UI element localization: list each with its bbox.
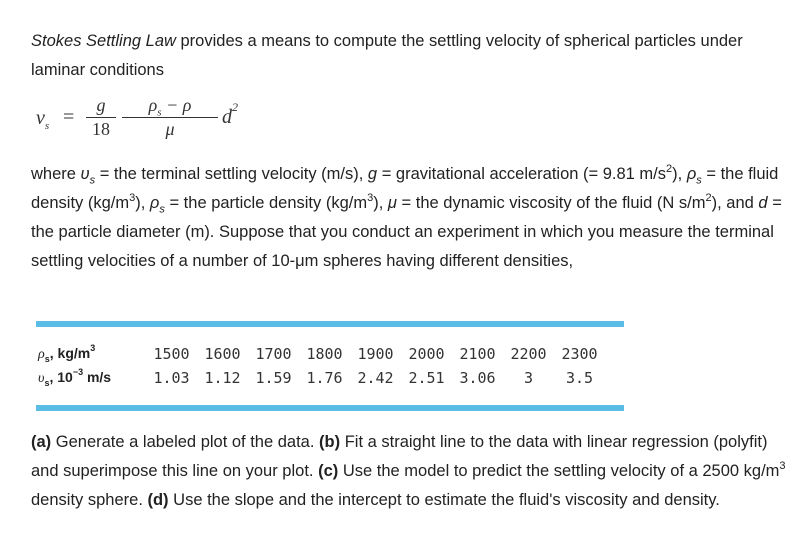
density-cell: 2000: [408, 345, 445, 363]
table-top-rule: [36, 321, 624, 327]
fraction-density-over-viscosity: [122, 95, 218, 140]
intro-text: provides a means to compute the settling velocity of spherical particles under laminar conditions: [31, 32, 743, 79]
velocity-cell: 3: [523, 369, 534, 387]
density-cell: 2300: [561, 345, 598, 363]
data-table-grid: [36, 342, 605, 390]
intro-paragraph: [31, 27, 791, 85]
fraction-bar: [86, 117, 116, 118]
tasks-paragraph: (a) Generate a labeled plot of the data. (b) Fit a straight line to the data with linear regression (polyfit) and superimpose this line on your plot. (c) Use the model to predict the settling velocity of a 2500 $kg/m^3$ density sphere. (d) Use the slope and the intercept to estimate the fluid's viscosity and density.: [31, 433, 786, 509]
velocity-cell: 2.42: [357, 369, 394, 387]
equation-equals: =: [63, 106, 75, 128]
data-table: [36, 321, 624, 411]
density-cell: 1900: [357, 345, 394, 363]
equation-lhs: $v_s$: [36, 107, 50, 132]
velocity-cell: 1.03: [153, 369, 190, 387]
row-label-velocity: $\upsilon_s$, $10^{-3}$ m/s: [38, 367, 112, 388]
fraction-g-over-18: [86, 95, 116, 140]
density-cell: 2100: [459, 345, 496, 363]
velocity-cell: 1.12: [204, 369, 241, 387]
equation-d-squared: $d^2$: [222, 100, 238, 128]
velocity-cell: 3.5: [565, 369, 594, 387]
task-d-label: (d): [147, 491, 169, 509]
definitions-paragraph: where $\upsilon_s$ = the terminal settling velocity (m/s), g = gravitational acceleration (= 9.81 $m/s^2$), $\rho_s$ = the fluid density $(kg/m^3)$, $\rho_s$ = the particle density $(kg/m^3)$, μ = the dynamic viscosity of the fluid (N $s/m^2$), and d = the particle diameter (m). Suppose that you conduct an experiment in which you measure the terminal settling velocities of a number of 10-μm spheres having different densities,: [31, 162, 782, 270]
fraction-numerator-density-difference: $\rho_s - \rho$: [148, 95, 192, 119]
density-cell: 2200: [510, 345, 547, 363]
density-cell: 1800: [306, 345, 343, 363]
table-row-velocity: [36, 366, 605, 390]
fraction-denominator-mu: μ: [165, 119, 175, 139]
task-b-label: (b): [319, 433, 341, 451]
task-a-label: (a): [31, 433, 52, 451]
density-cell: 1700: [255, 345, 292, 363]
density-cell: 1600: [204, 345, 241, 363]
table-row-density: [36, 342, 605, 366]
fraction-denominator-18: 18: [92, 119, 110, 139]
velocity-cell: 3.06: [459, 369, 496, 387]
law-name: Stokes Settling Law: [31, 32, 176, 50]
velocity-cell: 1.76: [306, 369, 343, 387]
velocity-cell: 2.51: [408, 369, 445, 387]
velocity-cell: 1.59: [255, 369, 292, 387]
row-label-density: $\rho_s$, $kg/m^3$: [38, 343, 96, 364]
task-c-label: (c): [318, 462, 339, 480]
fraction-bar: [122, 117, 218, 118]
fraction-numerator-g: g: [96, 95, 106, 115]
density-cell: 1500: [153, 345, 190, 363]
table-bottom-rule: [36, 405, 624, 411]
